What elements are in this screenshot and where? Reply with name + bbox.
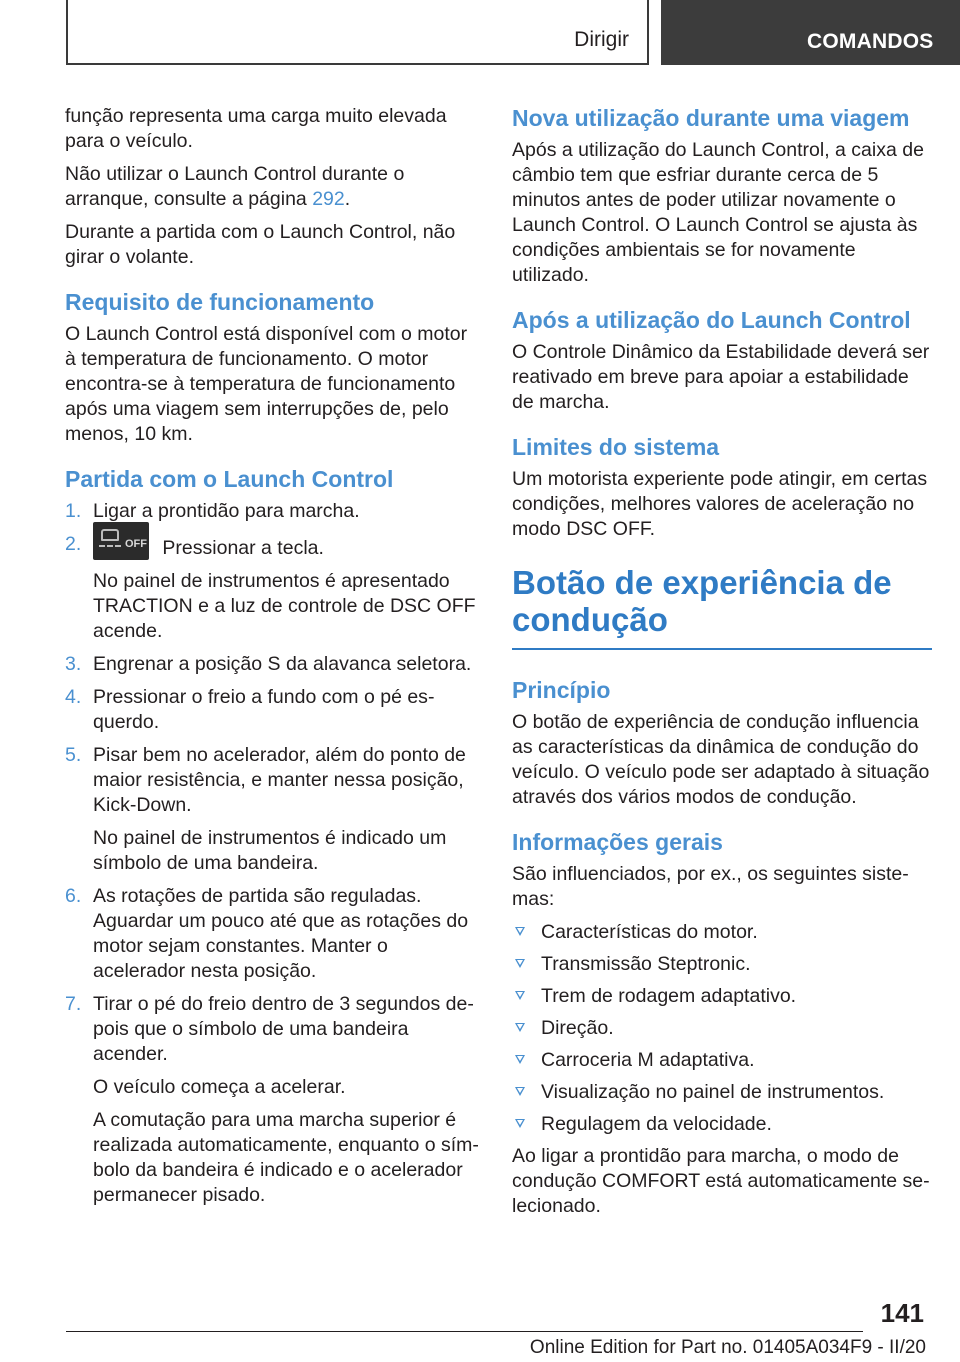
step-number: 4. — [65, 686, 82, 708]
step-item — [65, 992, 480, 1208]
step-continuation: O veículo começa a acelerar. — [93, 1076, 346, 1098]
triangle-bullet-icon — [515, 1087, 525, 1096]
step-text: Pressionar a tecla. — [162, 537, 324, 559]
list-item-text: Visualização no painel de instrumentos. — [541, 1081, 885, 1103]
list-item — [512, 1112, 932, 1137]
step-item — [65, 743, 480, 876]
step-continuation: No painel de instrumentos é apresentado TRACTION e a luz de controle de DSC OFF acende. — [93, 570, 476, 642]
step-text: Pressionar o freio a fundo com o pé esquerdo. — [93, 686, 435, 733]
car-skid-icon — [101, 529, 119, 541]
step-continuation: No painel de instrumentos é indicado um símbolo de uma bandeira. — [93, 827, 447, 874]
paragraph-limites: Um motorista experiente pode atingir, em certas condições, melhores valores de aceleração no modo DSC OFF. — [512, 468, 928, 540]
heading-principio: Princípio — [512, 677, 611, 703]
heading-partida: Partida com o Launch Control — [65, 466, 394, 492]
header-section-box — [66, 0, 649, 65]
step-item — [65, 652, 480, 677]
step-continuation: A comutação para uma marcha superior é realizada automaticamente, enquanto o símbolo da bandeira é indicado e o acelerador permanecer pisado. — [93, 1109, 479, 1206]
step-item — [65, 532, 480, 644]
paragraph-apos-utilizacao: O Controle Dinâmico da Estabilidade deverá ser reativado em breve para apoiar a estabilidade de marcha. — [512, 341, 930, 413]
list-item-text: Características do motor. — [541, 921, 758, 943]
triangle-bullet-icon — [515, 1023, 525, 1032]
paragraph-principio: O botão de experiência de condução influencia as características da dinâmica de condução do veículo. O veículo pode ser adaptado à situação através dos vários modos de condução. — [512, 711, 930, 808]
paragraph-intro: função representa uma carga muito elevada para o veículo. — [65, 105, 447, 152]
paragraph-nova-utilizacao: Após a utilização do Launch Control, a caixa de câmbio tem que esfriar durante cerca de 5 minutos antes de poder utilizar novamente o Launch Control. O Launch Control se ajusta às condições ambientais se for novamente utilizado. — [512, 139, 924, 286]
step-number: 1. — [65, 500, 82, 522]
list-item-text: Direção. — [541, 1017, 614, 1039]
page-link-292[interactable]: 292 — [312, 188, 345, 210]
step-number: 6. — [65, 885, 82, 907]
list-item — [512, 1016, 932, 1041]
paragraph-text: Não utilizar o Launch Control durante o arranque, consulte a página — [65, 163, 405, 210]
right-column — [512, 104, 932, 1227]
heading-requisito: Requisito de funcionamento — [65, 289, 375, 315]
step-item — [65, 884, 480, 984]
step-text: Ligar a prontidão para marcha. — [93, 500, 360, 522]
heading-limites: Limites do sistema — [512, 434, 720, 460]
paragraph-comfort-mode: Ao ligar a prontidão para marcha, o modo de condução COMFORT está automaticamente selecionado. — [512, 1145, 930, 1217]
list-item-text: Transmissão Steptronic. — [541, 953, 751, 975]
paragraph-informacoes: São influenciados, por ex., os seguintes sistemas: — [512, 863, 909, 910]
step-item — [65, 685, 480, 735]
button-label: OFF — [125, 538, 147, 550]
step-number: 3. — [65, 653, 82, 675]
list-item — [512, 1048, 932, 1073]
paragraph-requisito: O Launch Control está disponível com o motor à temperatura de funcionamento. O motor encontra-se à temperatura de funcionamento após uma viagem sem interrupções de, pelo menos, 10 km. — [65, 323, 468, 445]
step-text: Engrenar a posição S da alavanca seletora. — [93, 653, 472, 675]
step-item — [65, 499, 480, 524]
heading-nova-utilizacao: Nova utilização durante uma viagem — [512, 105, 910, 131]
list-item — [512, 984, 932, 1009]
list-item-text: Trem de rodagem adaptativo. — [541, 985, 797, 1007]
heading-informacoes: Informações gerais — [512, 829, 723, 855]
footer-divider — [66, 1331, 863, 1332]
list-item-text: Carroceria M adaptativa. — [541, 1049, 755, 1071]
page-number: 141 — [880, 1298, 924, 1328]
step-number: 2. — [65, 533, 82, 555]
skid-lines-icon — [99, 545, 121, 553]
header-section-title: Dirigir — [574, 28, 629, 51]
heading-apos-utilizacao: Após a utilização do Launch Control — [512, 307, 911, 333]
step-number: 5. — [65, 744, 82, 766]
list-item — [512, 920, 932, 945]
triangle-bullet-icon — [515, 927, 525, 936]
step-text: Tirar o pé do freio dentro de 3 segundos depois que o símbolo de uma bandeira acender. — [93, 993, 474, 1065]
header-chapter-tab: COMANDOS — [661, 0, 960, 65]
paragraph-steering: Durante a partida com o Launch Control, não girar o volante. — [65, 221, 456, 268]
triangle-bullet-icon — [515, 1055, 525, 1064]
triangle-bullet-icon — [515, 991, 525, 1000]
heading-botao-experiencia: Botão de experiência de condução — [512, 564, 932, 650]
step-text: As rotações de partida são reguladas. Aguardar um pouco até que as rotações do motor sejam constantes. Manter o acelerador nesta posição. — [93, 885, 469, 982]
list-item — [512, 1080, 932, 1105]
left-column — [65, 104, 480, 1216]
paragraph-launch-warning — [65, 162, 480, 212]
step-number: 7. — [65, 993, 82, 1015]
triangle-bullet-icon — [515, 1119, 525, 1128]
list-item — [512, 952, 932, 977]
paragraph-text: . — [344, 188, 351, 210]
steps-list — [65, 499, 480, 1208]
list-item-text: Regulagem da velocidade. — [541, 1113, 772, 1135]
step-text: Pisar bem no acelerador, além do ponto de maior resistência, e manter nessa posição, Kick-Down. — [93, 744, 466, 816]
dsc-off-button-icon — [93, 522, 149, 560]
footer-edition: Online Edition for Part no. 01405A034F9 - II/20 — [529, 1337, 926, 1358]
systems-list — [512, 920, 932, 1137]
triangle-bullet-icon — [515, 959, 525, 968]
